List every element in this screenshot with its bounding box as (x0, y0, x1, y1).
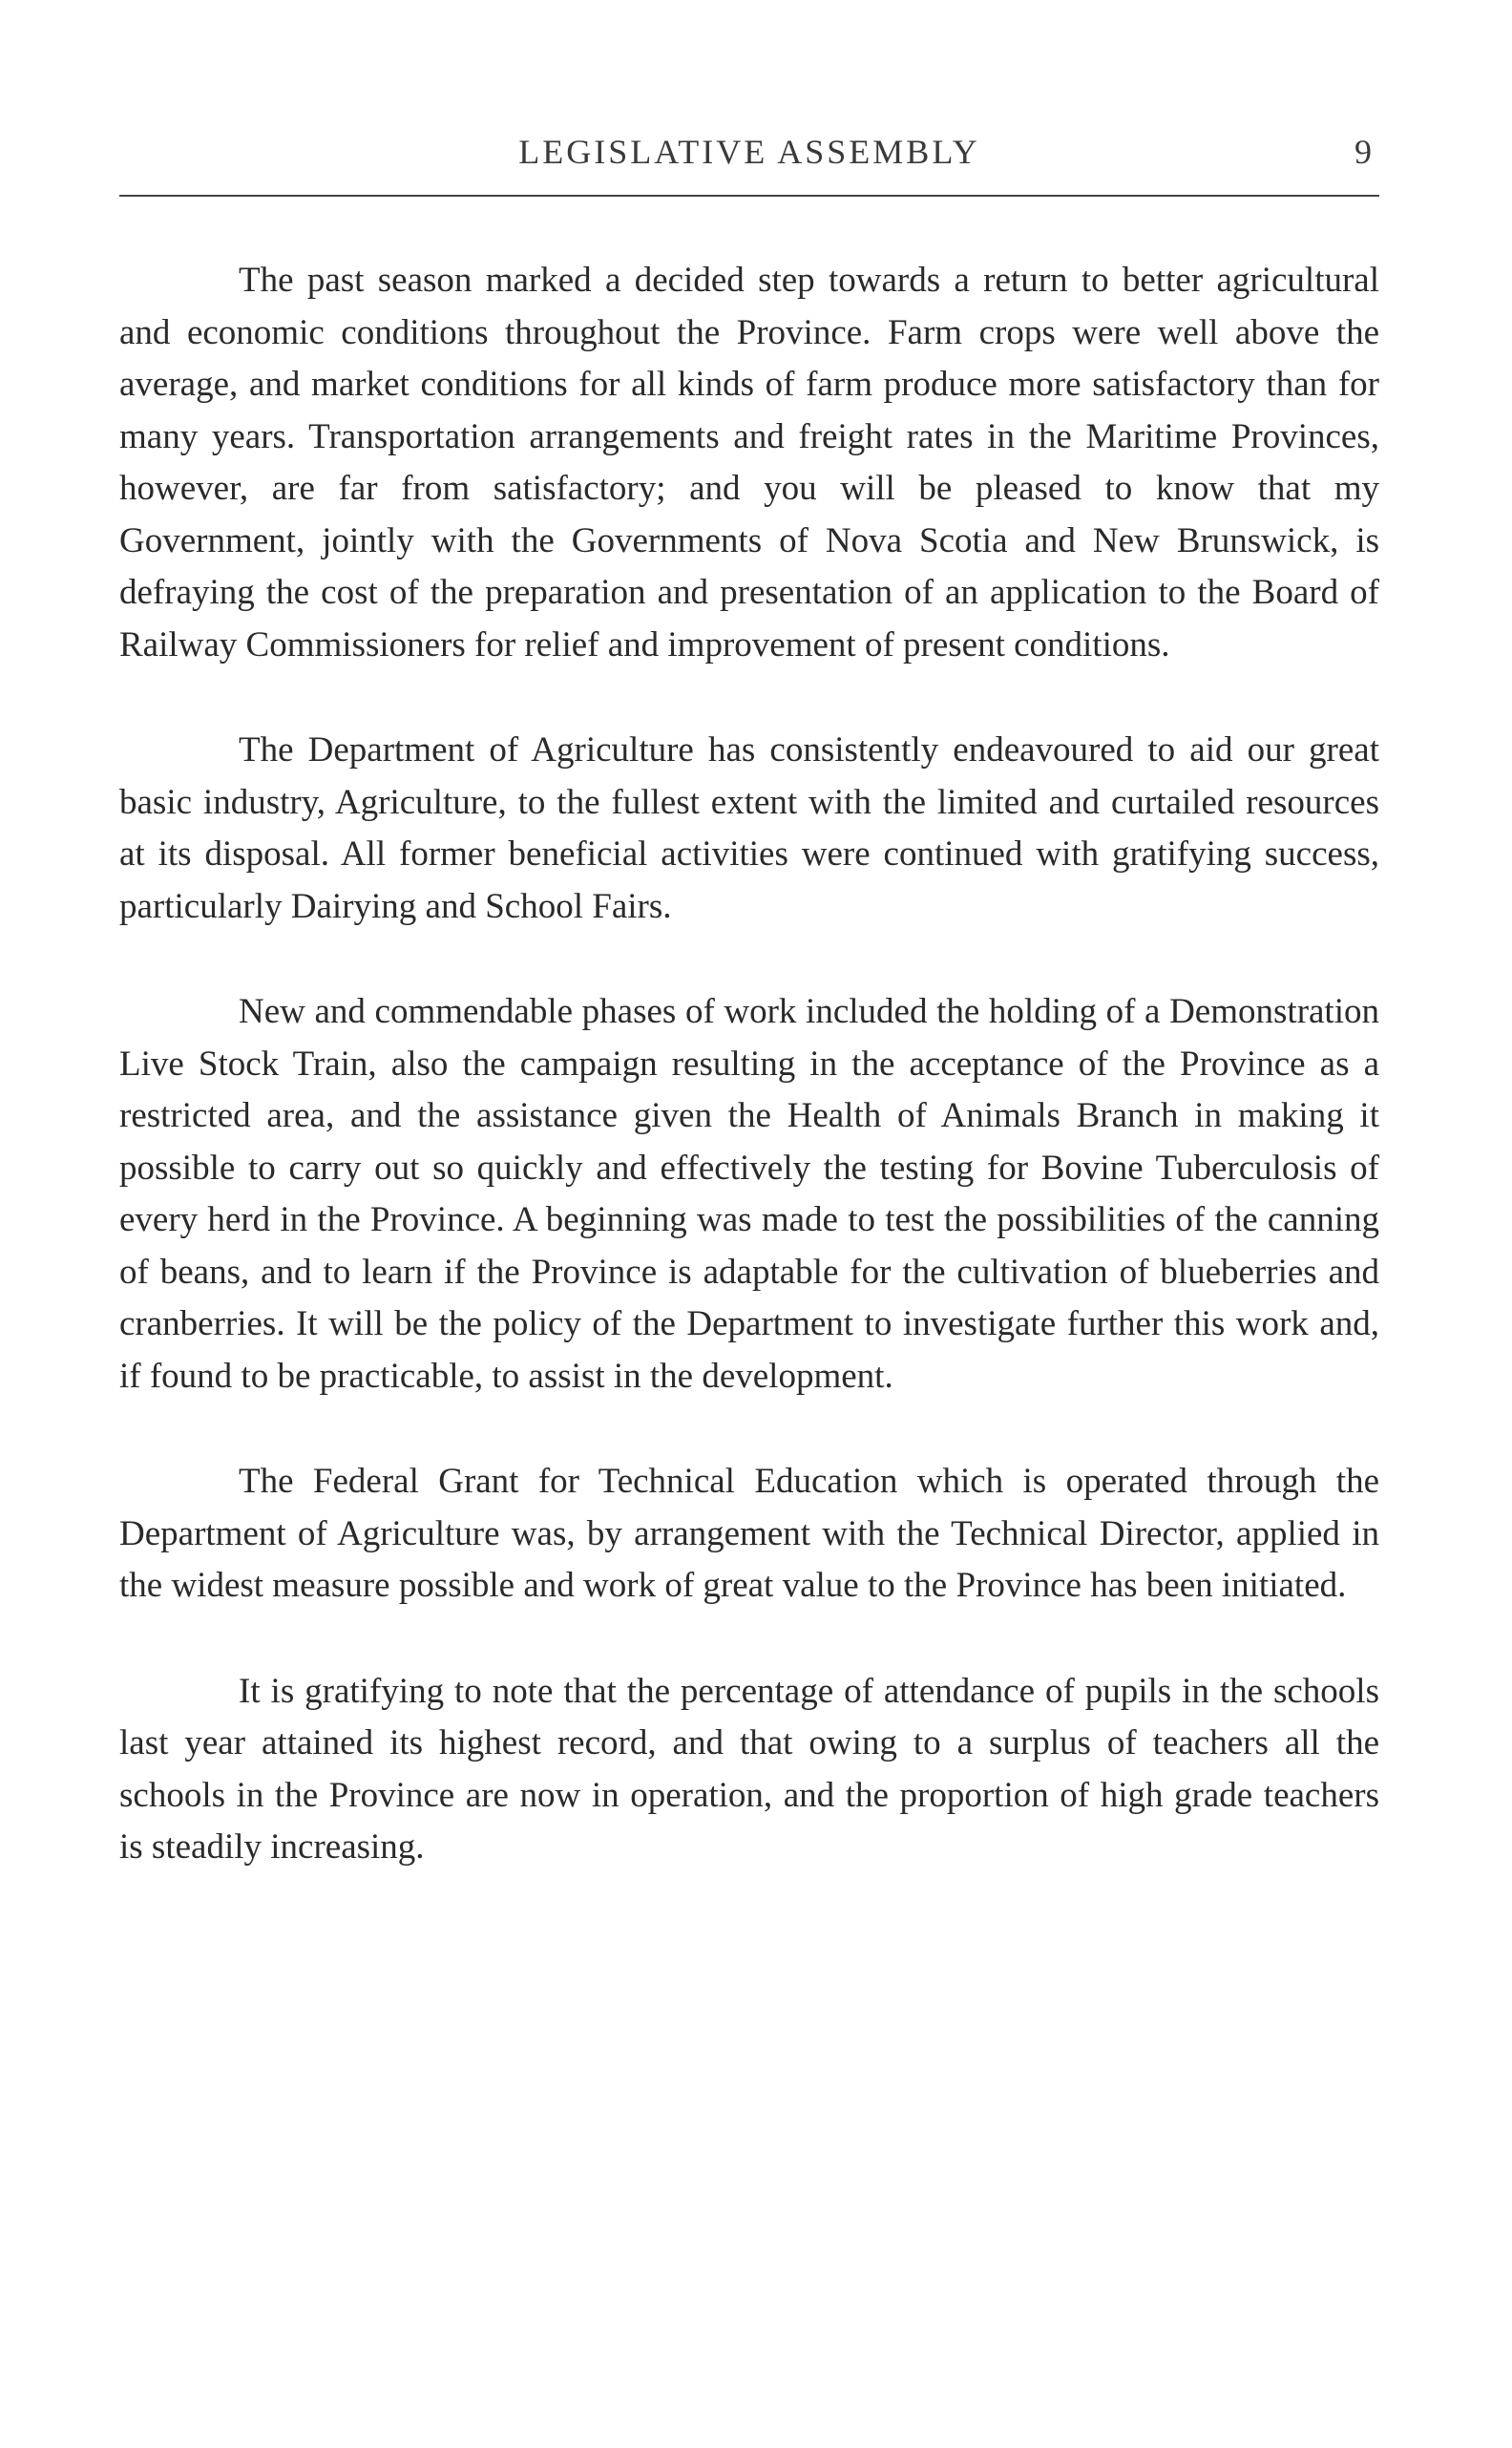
page-number: 9 (1354, 133, 1372, 171)
paragraph-department-of-agriculture: The Department of Agriculture has consistently endeavoured to aid our great basic industry, Agriculture, to the fullest extent with the limited and curtailed resources at its disposal. All former beneficial activities were continued with gratifying success, particularly Dairying and School Fairs. (119, 730, 1379, 926)
running-title: LEGISLATIVE ASSEMBLY (518, 133, 980, 171)
paragraph-new-phases-of-work: New and commendable phases of work included the holding of a Demonstration Live Stock Train, also the campaign resulting in the acceptance of the Province as a restricted area, and the assistance given the Health of Animals Branch in making it possible to carry out so quickly and effectively the testing for Bovine Tuberculosis of every herd in the Province. A beginning was made to test the possibilities of the canning of beans, and to learn if the Province is adaptable for the cultivation of blueberries and cranberries. It will be the policy of the Department to investigate further this work and, if found to be practicable, to assist in the development. (119, 992, 1379, 1396)
running-header (119, 132, 1379, 189)
paragraph-agricultural-conditions: The past season marked a decided step towards a return to better agricultural and economic conditions throughout the Province. Farm crops were well above the average, and market conditions for all kinds of farm produce more satisfactory than for many years. Transportation arrangements and freight rates in the Maritime Provinces, however, are far from satisfactory; and you will be pleased to know that my Government, jointly with the Governments of Nova Scotia and New Brunswick, is defraying the cost of the preparation and presentation of an application to the Board of Railway Commissioners for relief and improvement of present conditions. (119, 261, 1379, 665)
paragraph-technical-education: The Federal Grant for Technical Education which is operated through the Department of Agriculture was, by arrangement with the Technical Director, applied in the widest measure possible and work of great value to the Province has been initiated. (119, 1462, 1379, 1605)
body-text (119, 255, 1379, 1928)
header-rule (119, 195, 1379, 197)
paragraph-school-attendance: It is gratifying to note that the percentage of attendance of pupils in the schools last year attained its highest record, and that owing to a surplus of teachers all the schools in the Province are now in operation, and the proportion of high grade teachers is steadily increasing. (119, 1671, 1379, 1867)
